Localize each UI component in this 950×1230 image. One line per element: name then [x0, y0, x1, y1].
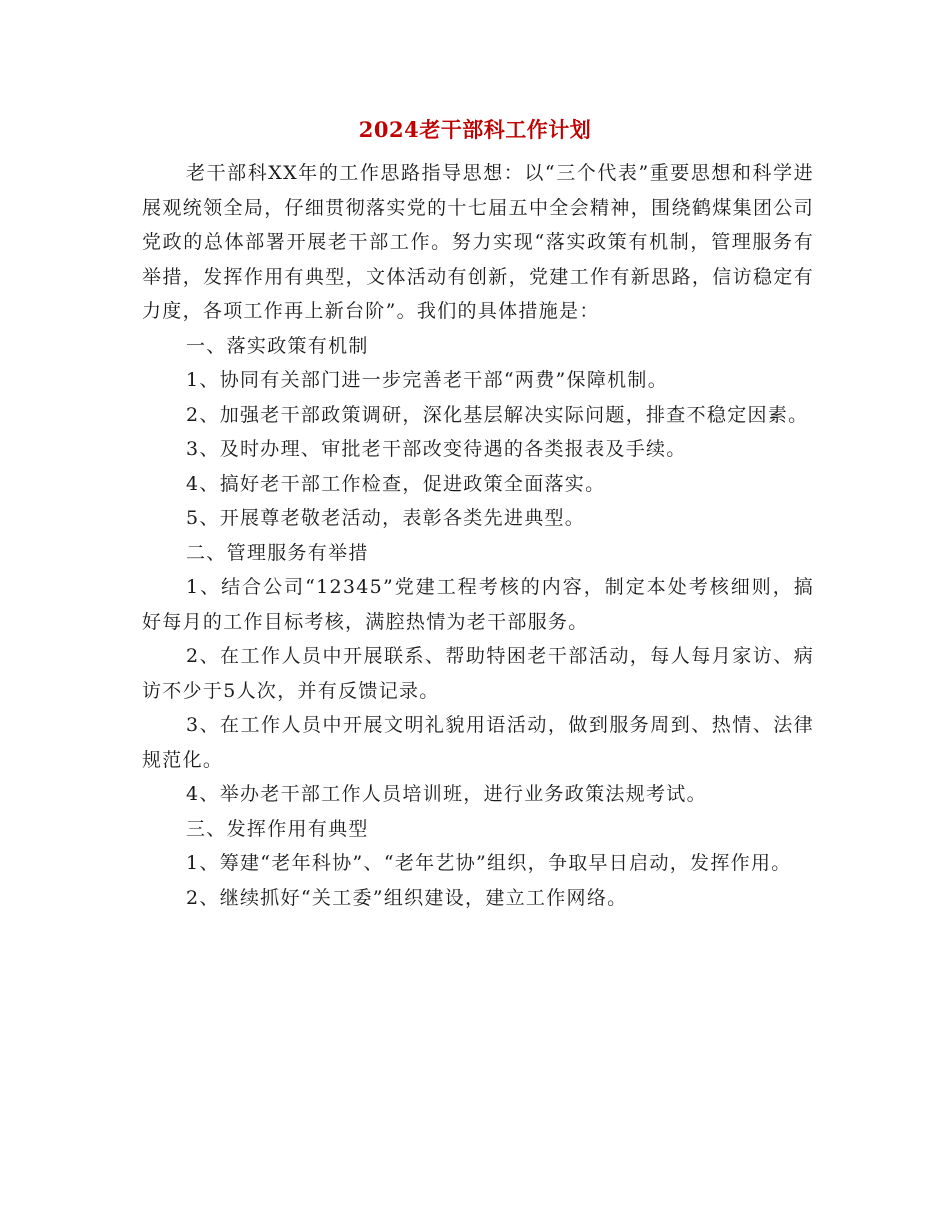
- section-heading-2: 二、管理服务有举措: [186, 541, 369, 564]
- paragraph-intro: 老干部科XX年的工作思路指导思想：以“三个代表”重要思想和科学进展观统领全局，仔细贯彻落实党的十七届五中全会精神，围绕鹤煤集团公司党政的总体部署开展老干部工作。努力实现“落实政策有机制，管理服务有举措，发挥作用有典型，文体活动有创新，党建工作有新思路，信访稳定有力度，各项工作再上新台阶”。我们的具体措施是：: [142, 162, 814, 322]
- list-item: 3、在工作人员中开展文明礼貌用语活动，做到服务周到、热情、法律规范化。: [142, 714, 814, 771]
- list-item: 4、搞好老干部工作检查，促进政策全面落实。: [186, 472, 606, 495]
- list-item: 1、筹建“老年科协”、“老年艺协”组织，争取早日启动，发挥作用。: [186, 852, 792, 874]
- list-item: 4、举办老干部工作人员培训班，进行业务政策法规考试。: [186, 783, 707, 805]
- list-item: 2、在工作人员中开展联系、帮助特困老干部活动，每人每月家访、病访不少于5人次，并有反馈记录。: [142, 645, 814, 702]
- list-item: 1、结合公司“12345”党建工程考核的内容，制定本处考核细则，搞好每月的工作目标考核，满腔热情为老干部服务。: [142, 576, 814, 633]
- list-item: 1、协同有关部门进一步完善老干部“两费”保障机制。: [186, 369, 669, 391]
- section-heading-1: 一、落实政策有机制: [186, 334, 369, 357]
- document-body: [142, 156, 814, 915]
- list-item: 5、开展尊老敬老活动，表彰各类先进典型。: [186, 507, 586, 529]
- section-heading-3: 三、发挥作用有典型: [186, 817, 369, 840]
- list-item: 3、及时办理、审批老干部改变待遇的各类报表及手续。: [186, 438, 687, 460]
- document-title: 2024老干部科工作计划: [358, 117, 592, 142]
- list-item: 2、继续抓好“关工委”组织建设，建立工作网络。: [186, 886, 628, 909]
- list-item: 2、加强老干部政策调研，深化基层解决实际问题，排查不稳定因素。: [186, 403, 809, 426]
